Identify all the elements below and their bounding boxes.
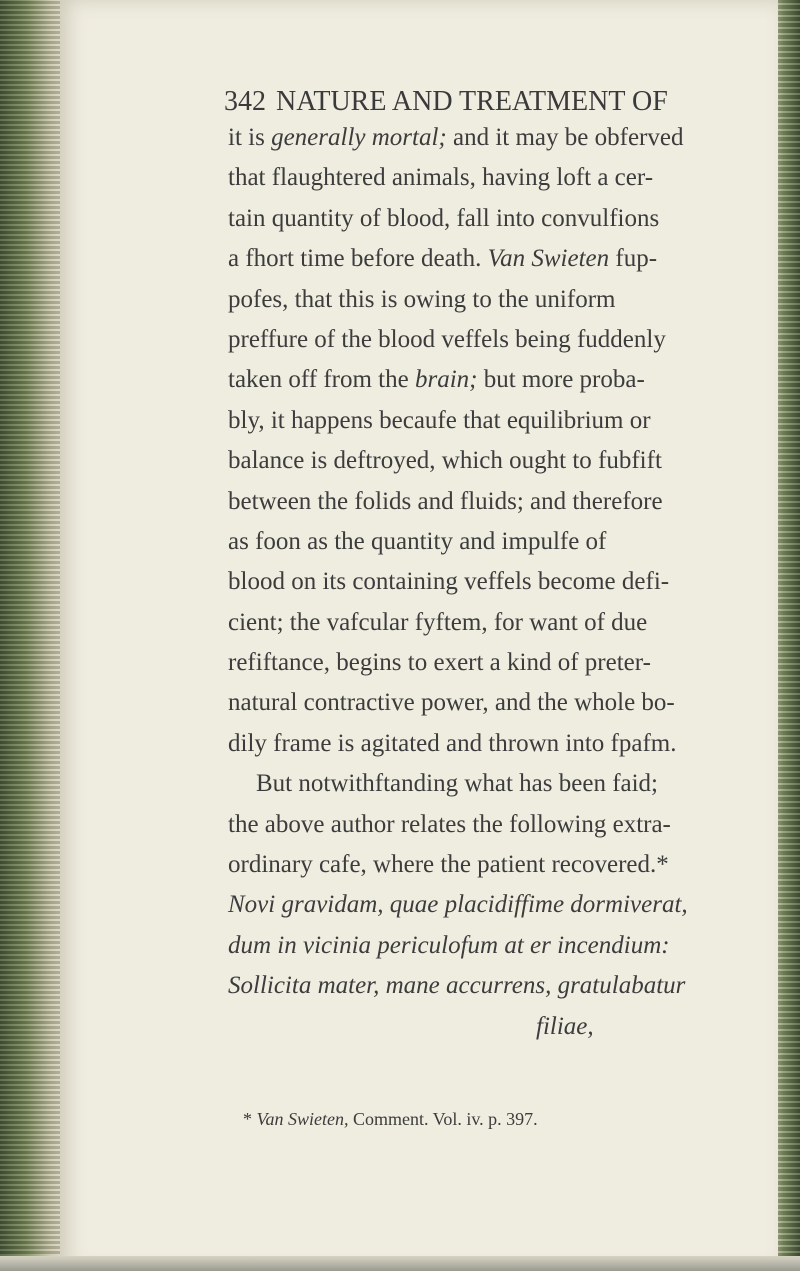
text-line <box>228 482 758 522</box>
text-line <box>228 845 758 885</box>
text-line <box>228 885 758 925</box>
text-segment: But notwithftanding what has been faid; <box>256 770 659 798</box>
text-segment: that flaughtered animals, having loft a cer- <box>228 164 654 192</box>
text-segment: dily frame is agitated and thrown into fpafm. <box>228 729 677 757</box>
text-segment: bly, it happens becaufe that equilibrium or <box>228 406 651 434</box>
text-line <box>228 562 758 602</box>
text-segment: the above author relates the following extra- <box>228 810 671 838</box>
running-title: NATURE AND TREATMENT OF <box>276 86 668 117</box>
text-line <box>228 320 758 360</box>
text-line <box>228 118 758 158</box>
text-segment: ordinary cafe, where the patient recovered.* <box>228 851 669 879</box>
text-line <box>228 522 758 562</box>
text-line <box>228 158 758 198</box>
footnote-citation: Comment. Vol. iv. p. 397. <box>348 1109 538 1129</box>
text-segment: fup- <box>609 245 658 273</box>
text-segment: cient; the vafcular fyftem, for want of due <box>228 608 648 636</box>
italic-text: Sollicita mater, mane accurrens, gratulabatur <box>228 972 686 1000</box>
running-header <box>224 86 704 118</box>
text-segment: balance is deftroyed, which ought to fubfift <box>228 447 662 475</box>
italic-text: brain; <box>414 366 478 394</box>
text-segment: natural contractive power, and the whole bo- <box>228 689 675 717</box>
text-segment: preffure of the blood veffels being fuddenly <box>228 325 666 353</box>
text-segment: it is <box>228 124 272 151</box>
text-segment: between the folids and fluids; and therefore <box>228 487 663 515</box>
footnote-author: Van Swieten, <box>256 1109 349 1129</box>
text-line <box>228 764 758 804</box>
text-line <box>228 199 758 239</box>
text-line <box>228 966 758 1006</box>
catchword: filiae, <box>536 1012 594 1040</box>
text-line <box>228 805 758 845</box>
text-segment: and it may be obferved <box>446 124 684 151</box>
page-number: 342 <box>224 86 266 117</box>
text-segment: but more proba- <box>477 366 645 394</box>
text-segment: pofes, that this is owing to the uniform <box>228 285 616 313</box>
text-line <box>228 724 758 764</box>
text-line <box>228 280 758 320</box>
italic-text: dum in vicinia periculofum at er incendium: <box>228 931 670 959</box>
text-line <box>228 239 758 279</box>
footnote <box>243 1109 763 1130</box>
text-segment: refiftance, begins to exert a kind of preter- <box>228 649 651 677</box>
body-text <box>228 118 758 1047</box>
text-line <box>228 441 758 481</box>
text-line <box>228 683 758 723</box>
italic-text: Van Swieten <box>487 245 610 273</box>
footnote-marker: * <box>243 1109 257 1129</box>
italic-text: generally mortal; <box>271 124 447 151</box>
text-segment: tain quantity of blood, fall into convulfions <box>228 204 660 232</box>
text-segment: as foon as the quantity and impulfe of <box>228 527 607 555</box>
text-line <box>228 401 758 441</box>
text-segment: blood on its containing veffels become defi- <box>228 568 670 596</box>
text-segment: taken off from the <box>228 366 415 394</box>
italic-text: Novi gravidam, quae placidiffime dormiverat, <box>228 891 688 919</box>
text-line <box>228 643 758 683</box>
text-line <box>228 360 758 400</box>
text-line <box>228 926 758 966</box>
page-bottom-edge <box>0 1256 800 1271</box>
text-line <box>228 603 758 643</box>
text-segment: a fhort time before death. <box>228 245 488 273</box>
